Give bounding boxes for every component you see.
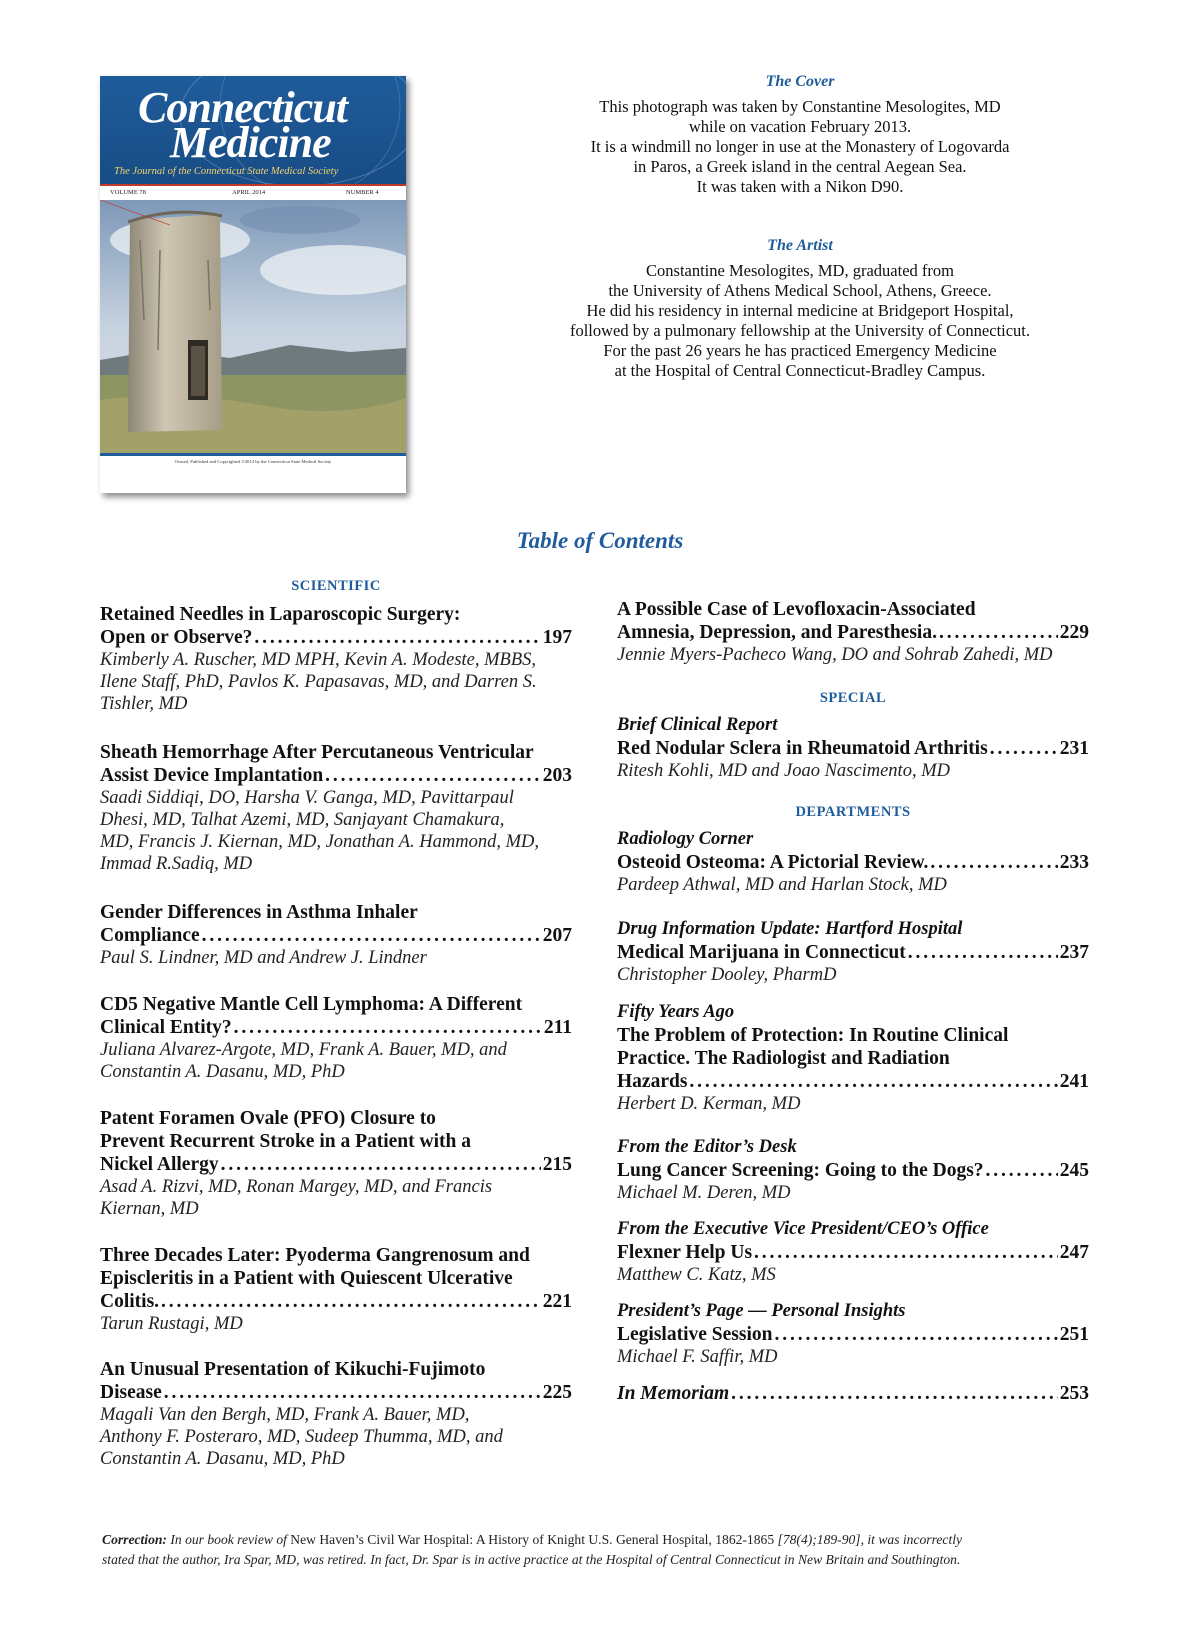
toc-entry[interactable]	[100, 1358, 572, 1470]
entry-title: Red Nodular Sclera in Rheumatoid Arthritis	[617, 738, 988, 759]
artist-bio-line: followed by a pulmonary fellowship at the University of Connecticut.	[569, 321, 1031, 340]
page-number: 253	[1059, 1383, 1089, 1404]
entry-authors: Juliana Alvarez-Argote, MD, Frank A. Bauer, MD, and	[100, 1040, 507, 1060]
entry-authors: Magali Van den Bergh, MD, Frank A. Bauer, MD,	[100, 1405, 470, 1425]
entry-title-leader	[100, 1016, 572, 1039]
page-number: 245	[1059, 1160, 1089, 1181]
entry-kicker: From the Executive Vice President/CEO’s Office	[617, 1219, 989, 1239]
entry-authors: Dhesi, MD, Talhat Azemi, MD, Sanjayant Chamakura,	[100, 810, 505, 830]
entry-title-leader	[100, 626, 572, 649]
entry-title: Nickel Allergy	[100, 1154, 219, 1175]
entry-title-leader	[617, 941, 1089, 964]
cover-issue-bar	[100, 184, 406, 200]
entry-title: Clinical Entity?	[100, 1017, 232, 1038]
entry-authors: Ritesh Kohli, MD and Joao Nascimento, MD	[617, 761, 950, 781]
toc-entry[interactable]	[100, 741, 572, 875]
correction-line-2: stated that the author, Ira Spar, MD, was retired. In fact, Dr. Spar is in active practice at the Hospital of Central Connecticut in New Britain and Southington.	[102, 1552, 961, 1567]
entry-title: Legislative Session	[617, 1324, 773, 1345]
entry-authors: Michael F. Saffir, MD	[617, 1347, 778, 1367]
page-number: 247	[1059, 1242, 1089, 1263]
cover-caption-line: It was taken with a Nikon D90.	[696, 177, 904, 196]
entry-kicker: President’s Page — Personal Insights	[617, 1301, 906, 1321]
entry-authors: Ilene Staff, PhD, Pavlos K. Papasavas, MD, and Darren S.	[100, 672, 537, 692]
entry-authors: Kimberly A. Ruscher, MD MPH, Kevin A. Modeste, MBBS,	[100, 650, 537, 670]
entry-authors: Saadi Siddiqi, DO, Harsha V. Ganga, MD, Pavittarpaul	[100, 788, 514, 808]
section-special: SPECIAL	[819, 690, 887, 706]
entry-kicker: Radiology Corner	[617, 829, 754, 849]
entry-authors: Asad A. Rizvi, MD, Ronan Margey, MD, and Francis	[100, 1177, 493, 1197]
cover-caption-heading: The Cover	[765, 73, 835, 90]
toc-entry[interactable]	[617, 918, 1089, 986]
cover-caption-line: It is a windmill no longer in use at the Monastery of Logovarda	[590, 137, 1010, 156]
entry-title: CD5 Negative Mantle Cell Lymphoma: A Different	[100, 994, 523, 1015]
section-scientific: SCIENTIFIC	[291, 578, 381, 594]
entry-title-leader	[617, 1241, 1089, 1264]
entry-title: Prevent Recurrent Stroke in a Patient with a	[100, 1131, 471, 1152]
artist-bio-line: the University of Athens Medical School, Athens, Greece.	[608, 281, 992, 300]
entry-title: Gender Differences in Asthma Inhaler	[100, 902, 418, 923]
correction-line-1	[102, 1530, 1102, 1550]
entry-authors: Jennie Myers-Pacheco Wang, DO and Sohrab Zahedi, MD	[617, 645, 1053, 665]
toc-entry[interactable]	[617, 598, 1089, 666]
cover-caption-line: while on vacation February 2013.	[688, 117, 912, 136]
entry-authors: Matthew C. Katz, MS	[617, 1265, 776, 1285]
entry-authors: Tarun Rustagi, MD	[100, 1314, 243, 1334]
entry-title-leader	[100, 1290, 572, 1313]
entry-title-leader	[617, 1070, 1089, 1093]
entry-authors: MD, Francis J. Kiernan, MD, Jonathan A. Hammond, MD,	[100, 832, 539, 852]
entry-title: Episcleritis in a Patient with Quiescent Ulcerative	[100, 1268, 513, 1289]
artist-bio-line: For the past 26 years he has practiced Emergency Medicine	[603, 341, 997, 360]
cover-masthead	[100, 76, 406, 200]
entry-kicker: From the Editor’s Desk	[617, 1137, 797, 1157]
cover-title-line1: Connecticut	[138, 83, 348, 132]
toc-entry[interactable]	[100, 901, 572, 969]
page-number: 233	[1059, 852, 1089, 873]
entry-title: Sheath Hemorrhage After Percutaneous Ventricular	[100, 742, 534, 763]
cover-caption-line: in Paros, a Greek island in the central Aegean Sea.	[633, 157, 967, 176]
toc-entry[interactable]	[617, 1136, 1089, 1204]
entry-kicker: Fifty Years Ago	[617, 1002, 735, 1022]
correction-note	[102, 1530, 1102, 1570]
entry-title: The Problem of Protection: In Routine Clinical	[617, 1025, 1009, 1046]
entry-title: Patent Foramen Ovale (PFO) Closure to	[100, 1108, 436, 1129]
entry-title: Flexner Help Us	[617, 1242, 753, 1263]
entry-authors: Kiernan, MD	[100, 1199, 199, 1219]
entry-title-leader	[617, 1323, 1089, 1346]
entry-title: A Possible Case of Levofloxacin-Associated	[617, 599, 976, 620]
entry-title: Assist Device Implantation	[100, 765, 324, 786]
entry-authors: Herbert D. Kerman, MD	[617, 1094, 801, 1114]
entry-title-leader	[100, 924, 572, 947]
cover-caption	[480, 97, 1120, 197]
page-number: 203	[542, 765, 572, 786]
entry-title: Osteoid Osteoma: A Pictorial Review.	[617, 852, 929, 873]
page-number: 197	[542, 627, 572, 648]
toc-entry[interactable]	[617, 1300, 1089, 1368]
page-number: 221	[542, 1291, 572, 1312]
page-number: 241	[1059, 1071, 1089, 1092]
entry-title: Compliance	[100, 925, 200, 946]
page-number: 211	[543, 1017, 572, 1038]
page-number: 229	[1059, 622, 1089, 643]
entry-title: Disease	[100, 1382, 162, 1403]
entry-title: In Memoriam	[617, 1383, 730, 1404]
entry-title-leader	[617, 1382, 1089, 1405]
correction-book-title: New Haven’s Civil War Hospital: A History of Knight U.S. General Hospital, 1862-1865	[290, 1532, 775, 1547]
cover-footer-text: Owned, Published and Copyrighted ©2014 by the Connecticut State Medical Society	[174, 459, 332, 464]
artist-heading: The Artist	[767, 237, 833, 254]
entry-title: Retained Needles in Laparoscopic Surgery:	[100, 604, 461, 625]
entry-kicker: Drug Information Update: Hartford Hospital	[617, 919, 963, 939]
cover-volume: VOLUME 78	[110, 189, 146, 196]
artist-bio-line: He did his residency in internal medicine at Bridgeport Hospital,	[586, 301, 1014, 320]
entry-title: Colitis.	[100, 1291, 160, 1312]
entry-title-leader	[617, 737, 1089, 760]
page-number: 215	[542, 1154, 572, 1175]
page-number: 231	[1059, 738, 1089, 759]
cover-number: NUMBER 4	[346, 189, 379, 196]
entry-authors: Michael M. Deren, MD	[617, 1183, 791, 1203]
entry-title-leader	[100, 764, 572, 787]
entry-authors: Tishler, MD	[100, 694, 188, 714]
entry-title-leader	[100, 1153, 572, 1176]
entry-authors: Constantin A. Dasanu, MD, PhD	[100, 1062, 345, 1082]
toc-entry[interactable]	[100, 1107, 572, 1220]
section-departments: DEPARTMENTS	[795, 804, 911, 820]
entry-authors: Constantin A. Dasanu, MD, PhD	[100, 1449, 345, 1469]
cover-thumbnail	[100, 76, 406, 493]
entry-title: Hazards	[617, 1071, 688, 1092]
entry-title: Three Decades Later: Pyoderma Gangrenosum and	[100, 1245, 530, 1266]
toc-entry-memoriam[interactable]	[617, 1382, 1089, 1405]
toc-entry[interactable]	[100, 993, 572, 1083]
toc-entry[interactable]	[617, 1218, 1089, 1286]
toc-entry[interactable]	[617, 828, 1089, 896]
cover-caption-line: This photograph was taken by Constantine Mesologites, MD	[599, 97, 1001, 116]
cover-footer	[100, 453, 406, 493]
toc-entry[interactable]	[100, 1244, 572, 1335]
entry-title: An Unusual Presentation of Kikuchi-Fujimoto	[100, 1359, 486, 1380]
artist-bio-line: at the Hospital of Central Connecticut-Bradley Campus.	[614, 361, 986, 380]
toc-entry[interactable]	[617, 714, 1089, 782]
page-number: 237	[1059, 942, 1089, 963]
entry-title: Medical Marijuana in Connecticut	[617, 942, 906, 963]
artist-bio	[480, 261, 1120, 381]
correction-text: In our book review of	[170, 1532, 287, 1547]
correction-label: Correction:	[102, 1532, 167, 1547]
entry-title-leader	[617, 1159, 1089, 1182]
page-number: 251	[1059, 1324, 1089, 1345]
entry-title: Open or Observe?	[100, 627, 253, 648]
entry-authors: Pardeep Athwal, MD and Harlan Stock, MD	[617, 875, 947, 895]
entry-title: Practice. The Radiologist and Radiation	[617, 1048, 950, 1069]
toc-title: Table of Contents	[516, 528, 684, 553]
page-number: 225	[542, 1382, 572, 1403]
entry-title: Amnesia, Depression, and Paresthesia.	[617, 622, 937, 643]
cover-subtitle: The Journal of the Connecticut State Medical Society	[114, 166, 339, 177]
entry-title-leader	[617, 621, 1089, 644]
toc-entry[interactable]	[100, 603, 572, 715]
entry-title-leader	[617, 851, 1089, 874]
entry-kicker: Brief Clinical Report	[617, 715, 778, 735]
toc-entry[interactable]	[617, 1001, 1089, 1115]
artist-bio-line: Constantine Mesologites, MD, graduated from	[646, 261, 954, 280]
windmill-photo	[100, 200, 406, 453]
correction-text: [78(4);189-90], it was incorrectly	[777, 1532, 963, 1547]
entry-authors: Christopher Dooley, PharmD	[617, 965, 837, 985]
page-number: 207	[542, 925, 572, 946]
entry-title: Lung Cancer Screening: Going to the Dogs?	[617, 1160, 984, 1181]
cover-title-line2: Medicine	[170, 118, 331, 167]
entry-authors: Paul S. Lindner, MD and Andrew J. Lindner	[100, 948, 427, 968]
entry-title-leader	[100, 1381, 572, 1404]
entry-authors: Anthony F. Posteraro, MD, Sudeep Thumma, MD, and	[100, 1427, 503, 1447]
cover-date: APRIL 2014	[232, 189, 266, 196]
entry-authors: Immad R.Sadiq, MD	[100, 854, 253, 874]
